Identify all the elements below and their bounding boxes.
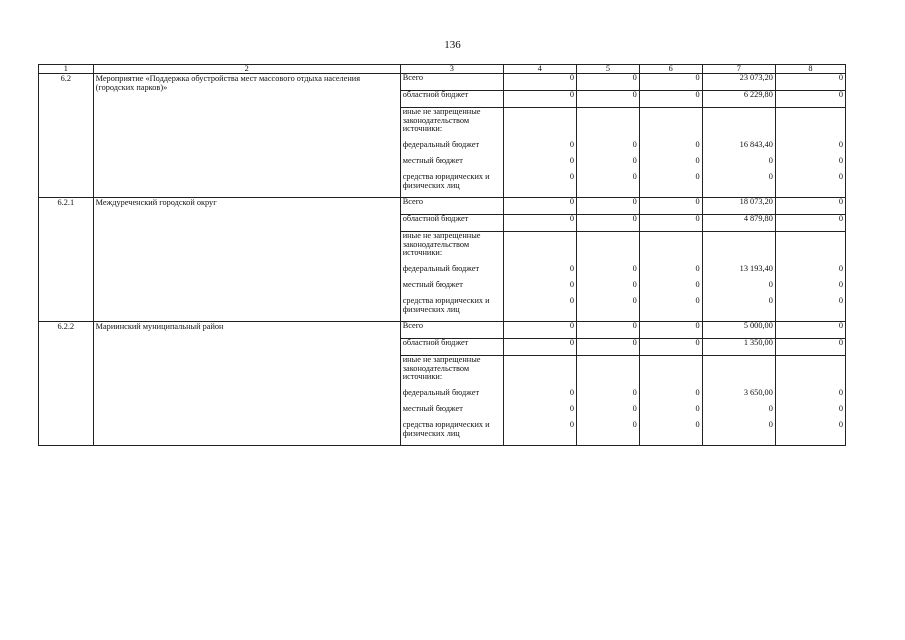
source-label: средства юридических и физических лиц [400, 297, 503, 322]
value-cell-v4: 0 [503, 322, 576, 339]
other-sources-note: иные не запрещенные законодательством источники: [400, 108, 503, 142]
value-cell-v4: 0 [503, 405, 576, 421]
value-cell-v4: 0 [503, 141, 576, 157]
header-cell: 1 [39, 65, 94, 74]
source-label: Всего [400, 198, 503, 215]
value-cell-v6: 0 [639, 91, 702, 108]
empty-cell [775, 232, 845, 266]
value-cell-v8: 0 [775, 421, 845, 446]
empty-cell [503, 232, 576, 266]
empty-cell [639, 356, 702, 390]
value-cell-v4: 0 [503, 91, 576, 108]
value-cell-v5: 0 [576, 157, 639, 173]
value-cell-v8: 0 [775, 322, 845, 339]
value-cell-v5: 0 [576, 74, 639, 91]
value-cell-v4: 0 [503, 297, 576, 322]
value-cell-v8: 0 [775, 141, 845, 157]
value-cell-v7: 0 [702, 173, 775, 198]
value-cell-v8: 0 [775, 74, 845, 91]
header-cell: 8 [775, 65, 845, 74]
value-cell-v4: 0 [503, 215, 576, 232]
page-number: 136 [444, 39, 461, 51]
row-name: Мариинский муниципальный район [93, 322, 400, 446]
value-cell-v5: 0 [576, 297, 639, 322]
source-label: местный бюджет [400, 405, 503, 421]
value-cell-v8: 0 [775, 405, 845, 421]
value-cell-v5: 0 [576, 389, 639, 405]
empty-cell [503, 356, 576, 390]
source-label: средства юридических и физических лиц [400, 421, 503, 446]
value-cell-v5: 0 [576, 173, 639, 198]
value-cell-v4: 0 [503, 389, 576, 405]
value-cell-v4: 0 [503, 281, 576, 297]
value-cell-v7: 13 193,40 [702, 265, 775, 281]
value-cell-v6: 0 [639, 281, 702, 297]
value-cell-v5: 0 [576, 421, 639, 446]
row-code: 6.2 [39, 74, 94, 198]
value-cell-v7: 0 [702, 297, 775, 322]
value-cell-v7: 23 073,20 [702, 74, 775, 91]
header-cell: 6 [639, 65, 702, 74]
value-cell-v8: 0 [775, 215, 845, 232]
table-row-total [39, 322, 846, 339]
header-cell: 4 [503, 65, 576, 74]
header-cell: 2 [93, 65, 400, 74]
value-cell-v8: 0 [775, 157, 845, 173]
value-cell-v6: 0 [639, 141, 702, 157]
table-row-total [39, 74, 846, 91]
source-label: местный бюджет [400, 281, 503, 297]
value-cell-v8: 0 [775, 173, 845, 198]
value-cell-v6: 0 [639, 157, 702, 173]
value-cell-v4: 0 [503, 421, 576, 446]
value-cell-v8: 0 [775, 339, 845, 356]
source-label: Всего [400, 74, 503, 91]
value-cell-v6: 0 [639, 265, 702, 281]
value-cell-v7: 0 [702, 405, 775, 421]
budget-table [38, 64, 846, 446]
empty-cell [702, 356, 775, 390]
other-sources-note: иные не запрещенные законодательством источники: [400, 356, 503, 390]
empty-cell [576, 356, 639, 390]
table-row-total [39, 198, 846, 215]
value-cell-v6: 0 [639, 297, 702, 322]
value-cell-v7: 0 [702, 281, 775, 297]
other-sources-note: иные не запрещенные законодательством источники: [400, 232, 503, 266]
source-label: федеральный бюджет [400, 389, 503, 405]
row-name: Междуреченский городской округ [93, 198, 400, 322]
source-label: федеральный бюджет [400, 141, 503, 157]
value-cell-v7: 1 350,00 [702, 339, 775, 356]
source-label: Всего [400, 322, 503, 339]
empty-cell [775, 108, 845, 142]
value-cell-v8: 0 [775, 297, 845, 322]
value-cell-v4: 0 [503, 74, 576, 91]
header-cell: 5 [576, 65, 639, 74]
value-cell-v7: 0 [702, 157, 775, 173]
value-cell-v7: 18 073,20 [702, 198, 775, 215]
value-cell-v5: 0 [576, 198, 639, 215]
value-cell-v6: 0 [639, 74, 702, 91]
source-label: областной бюджет [400, 215, 503, 232]
empty-cell [775, 356, 845, 390]
value-cell-v5: 0 [576, 339, 639, 356]
table-header-row [39, 65, 846, 74]
empty-cell [576, 108, 639, 142]
value-cell-v4: 0 [503, 173, 576, 198]
value-cell-v6: 0 [639, 173, 702, 198]
value-cell-v8: 0 [775, 198, 845, 215]
value-cell-v8: 0 [775, 91, 845, 108]
source-label: местный бюджет [400, 157, 503, 173]
value-cell-v7: 5 000,00 [702, 322, 775, 339]
row-code: 6.2.2 [39, 322, 94, 446]
row-code: 6.2.1 [39, 198, 94, 322]
value-cell-v5: 0 [576, 405, 639, 421]
source-label: федеральный бюджет [400, 265, 503, 281]
value-cell-v6: 0 [639, 322, 702, 339]
value-cell-v5: 0 [576, 91, 639, 108]
source-label: средства юридических и физических лиц [400, 173, 503, 198]
value-cell-v6: 0 [639, 421, 702, 446]
value-cell-v5: 0 [576, 141, 639, 157]
value-cell-v7: 6 229,80 [702, 91, 775, 108]
value-cell-v8: 0 [775, 281, 845, 297]
header-cell: 7 [702, 65, 775, 74]
value-cell-v5: 0 [576, 215, 639, 232]
value-cell-v8: 0 [775, 389, 845, 405]
row-name: Мероприятие «Поддержка обустройства мест массового отдыха населения (городских парков)» [93, 74, 400, 198]
value-cell-v7: 4 879,80 [702, 215, 775, 232]
value-cell-v8: 0 [775, 265, 845, 281]
source-label: областной бюджет [400, 91, 503, 108]
value-cell-v6: 0 [639, 215, 702, 232]
empty-cell [639, 232, 702, 266]
value-cell-v6: 0 [639, 339, 702, 356]
empty-cell [702, 108, 775, 142]
value-cell-v7: 3 650,00 [702, 389, 775, 405]
empty-cell [702, 232, 775, 266]
value-cell-v5: 0 [576, 281, 639, 297]
source-label: областной бюджет [400, 339, 503, 356]
value-cell-v7: 0 [702, 421, 775, 446]
value-cell-v4: 0 [503, 157, 576, 173]
empty-cell [503, 108, 576, 142]
value-cell-v5: 0 [576, 322, 639, 339]
header-cell: 3 [400, 65, 503, 74]
value-cell-v6: 0 [639, 405, 702, 421]
value-cell-v4: 0 [503, 265, 576, 281]
value-cell-v7: 16 843,40 [702, 141, 775, 157]
empty-cell [576, 232, 639, 266]
value-cell-v6: 0 [639, 389, 702, 405]
value-cell-v5: 0 [576, 265, 639, 281]
value-cell-v4: 0 [503, 198, 576, 215]
empty-cell [639, 108, 702, 142]
value-cell-v6: 0 [639, 198, 702, 215]
value-cell-v4: 0 [503, 339, 576, 356]
